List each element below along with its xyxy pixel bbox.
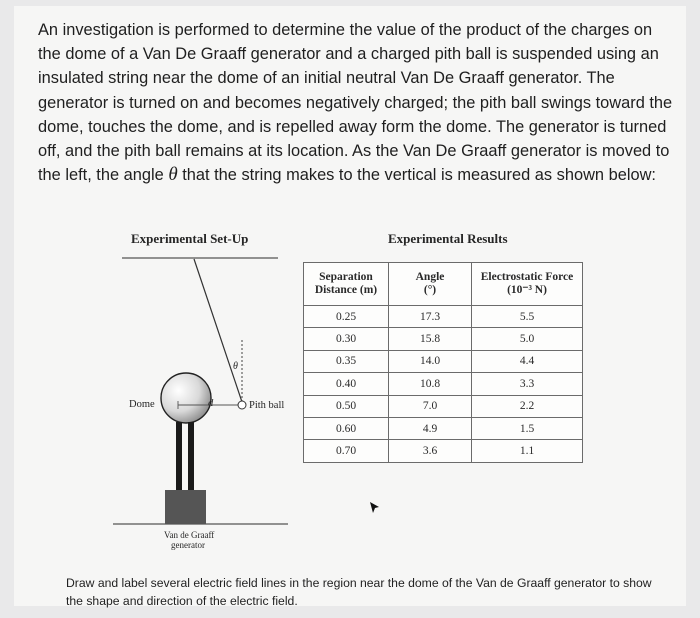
header-separation: Separation Distance (m) (304, 263, 389, 306)
question-text: Draw and label several electric field lines in the region near the dome of the Van de Graaff generator to show the shape and direction of the electric field. (66, 576, 652, 608)
generator-label-line2: generator (171, 540, 205, 550)
table-row (304, 306, 583, 328)
table-row (304, 417, 583, 439)
mouse-cursor-icon (369, 501, 381, 515)
pith-ball (238, 401, 246, 409)
cell-angle: 10.8 (389, 373, 472, 395)
pith-ball-label: Pith ball (249, 400, 285, 411)
intro-text-end: that the string makes to the vertical is measured as shown below: (182, 166, 656, 185)
header-angle: Angle (°) (389, 263, 472, 306)
cell-angle: 7.0 (389, 395, 472, 417)
table-header-row (304, 263, 583, 306)
results-table (303, 262, 583, 463)
results-heading: Experimental Results (388, 231, 508, 246)
cell-distance: 0.40 (304, 373, 389, 395)
angle-label: θ (233, 361, 238, 372)
dome-label: Dome (129, 399, 155, 410)
header-force: Electrostatic Force (10⁻³ N) (472, 263, 583, 306)
cell-angle: 3.6 (389, 440, 472, 462)
distance-label: d (208, 398, 214, 409)
cell-force: 5.0 (472, 328, 583, 350)
cell-distance: 0.25 (304, 306, 389, 328)
generator-label-line1: Van de Graaff (164, 530, 215, 540)
intro-paragraph (38, 18, 678, 187)
dome-sphere (161, 373, 214, 423)
generator-column-left (176, 422, 182, 492)
table-row (304, 440, 583, 462)
table-row (304, 328, 583, 350)
intro-text: An investigation is performed to determine the value of the product of the charges on the dome of a Van De Graaff generator and a charged pith ball is suspended using an insulated string near the dome of an initial neutral Van De Graaff generator. The generator is turned on and becomes negatively charged; the pith ball swings toward the dome, touches the dome, and is repelled away form the dome. The generator is turned off, and the pith ball remains at its location. As the Van De Graaff generator is moved to the left, the angle (38, 21, 673, 185)
generator-base (165, 490, 206, 524)
cell-distance: 0.70 (304, 440, 389, 462)
setup-diagram (108, 250, 303, 540)
cell-force: 1.5 (472, 417, 583, 439)
table-row (304, 395, 583, 417)
table-row (304, 373, 583, 395)
cell-force: 1.1 (472, 440, 583, 462)
cell-force: 3.3 (472, 373, 583, 395)
cell-force: 5.5 (472, 306, 583, 328)
cell-distance: 0.35 (304, 350, 389, 372)
cell-distance: 0.50 (304, 395, 389, 417)
cell-distance: 0.60 (304, 417, 389, 439)
cell-angle: 17.3 (389, 306, 472, 328)
cell-angle: 4.9 (389, 417, 472, 439)
cell-force: 4.4 (472, 350, 583, 372)
theta-symbol: θ (168, 164, 178, 186)
cell-force: 2.2 (472, 395, 583, 417)
cell-distance: 0.30 (304, 328, 389, 350)
generator-column-right (188, 422, 194, 492)
table-row (304, 350, 583, 372)
cell-angle: 15.8 (389, 328, 472, 350)
cell-angle: 14.0 (389, 350, 472, 372)
setup-heading: Experimental Set-Up (131, 231, 249, 246)
